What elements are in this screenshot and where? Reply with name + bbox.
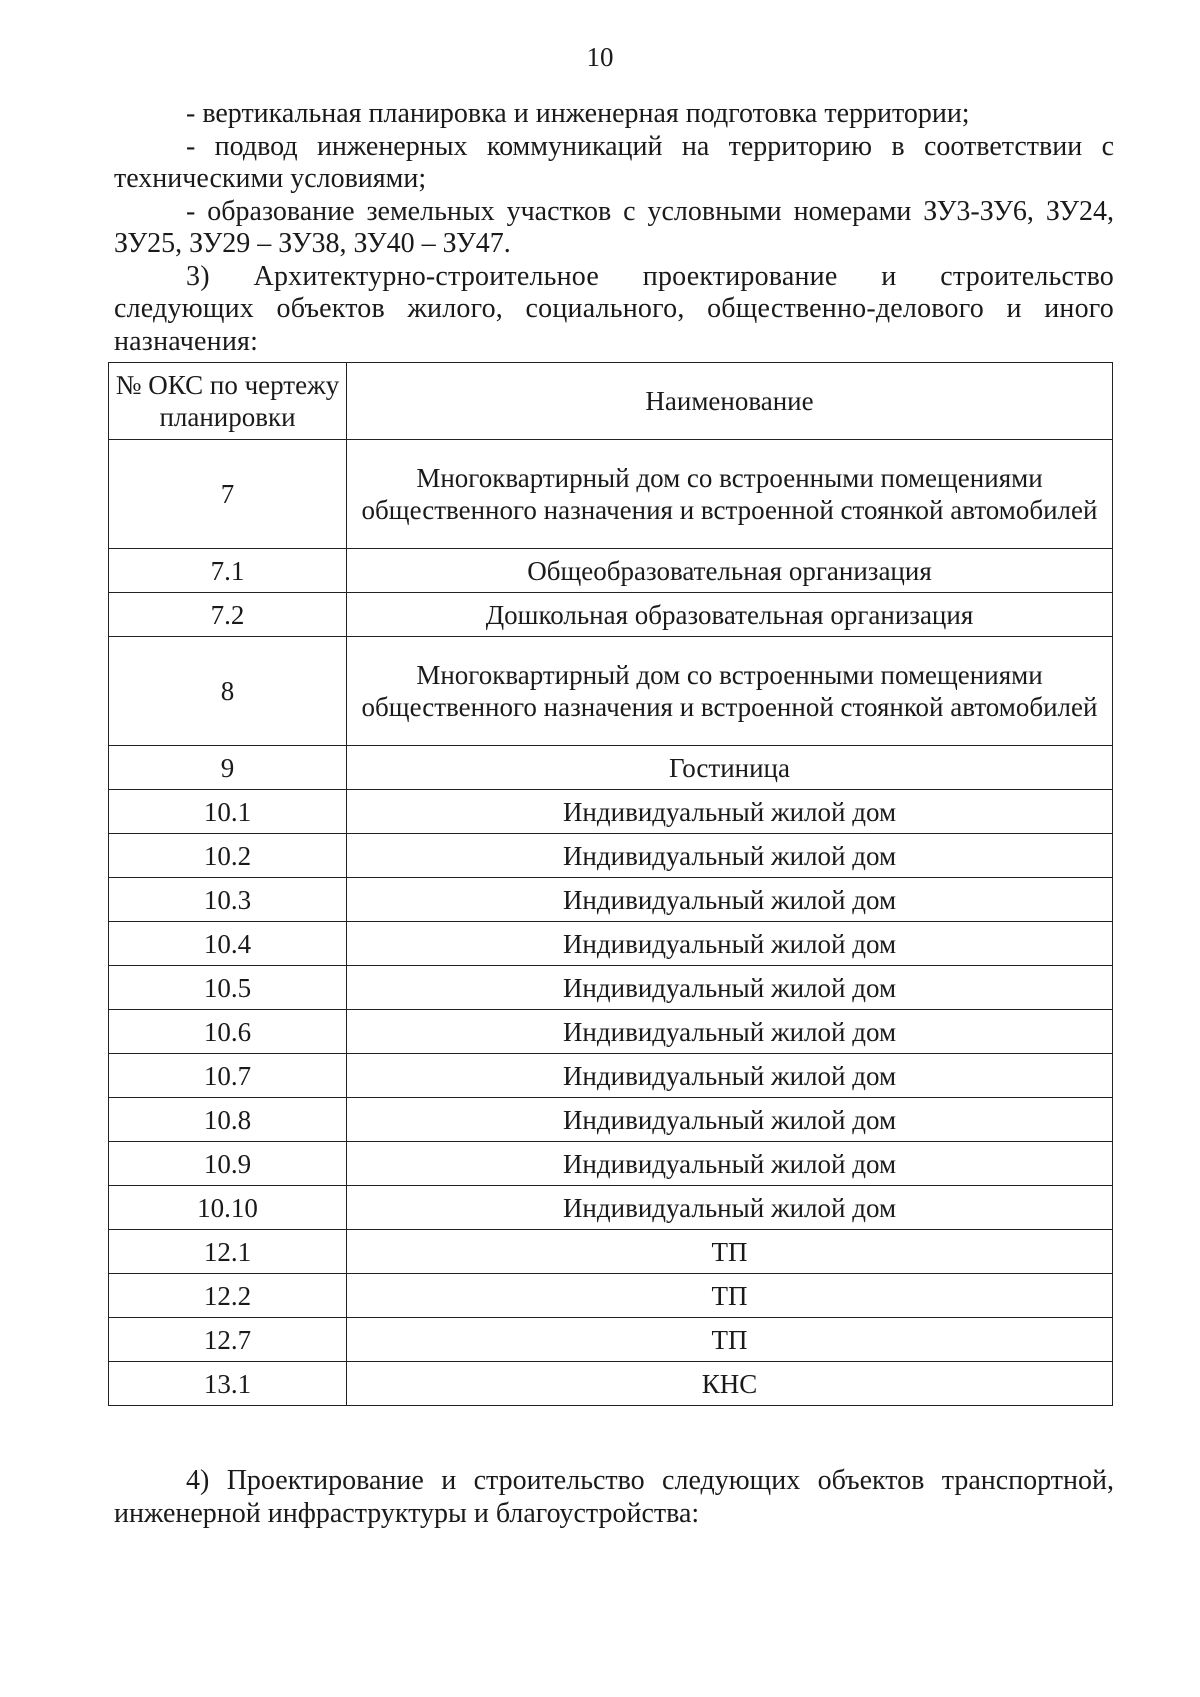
object-name-cell: КНС	[347, 1362, 1113, 1406]
object-name-cell: ТП	[347, 1318, 1113, 1362]
table-row	[109, 834, 1113, 878]
page-number: 10	[586, 42, 614, 72]
object-name-cell: Многоквартирный дом со встроенными помещениями общественного назначения и встроенной стоянкой автомобилей	[347, 440, 1113, 549]
object-name-cell: Гостиница	[347, 746, 1113, 790]
table-row	[109, 1054, 1113, 1098]
table-row	[109, 1142, 1113, 1186]
table-row	[109, 1230, 1113, 1274]
oks-number-cell: 7	[109, 440, 347, 549]
object-name-cell: Индивидуальный жилой дом	[347, 1098, 1113, 1142]
paragraph-vertical-planning: - вертикальная планировка и инженерная подготовка территории;	[186, 98, 970, 129]
oks-number-cell: 10.6	[109, 1010, 347, 1054]
header-name: Наименование	[347, 363, 1113, 440]
oks-number-cell: 12.7	[109, 1318, 347, 1362]
table-row	[109, 1186, 1113, 1230]
intro-text	[114, 98, 1114, 358]
header-oks-number: № ОКС по чертежу планировки	[109, 363, 347, 440]
paragraph-land-plots: - образование земельных участков с условными номерами ЗУ3-ЗУ6, ЗУ24, ЗУ25, ЗУ29 – ЗУ38, ЗУ40 – ЗУ47.	[114, 195, 1114, 259]
table-row	[109, 966, 1113, 1010]
oks-number-cell: 7.1	[109, 549, 347, 593]
table-row	[109, 637, 1113, 746]
object-name-cell: Индивидуальный жилой дом	[347, 922, 1113, 966]
oks-number-cell: 12.1	[109, 1230, 347, 1274]
object-name-cell: Индивидуальный жилой дом	[347, 1010, 1113, 1054]
oks-number-cell: 9	[109, 746, 347, 790]
table-row	[109, 746, 1113, 790]
oks-number-cell: 8	[109, 637, 347, 746]
table-header-row	[109, 363, 1113, 440]
paragraph-construction: 3) Архитектурно-строительное проектирование и строительство следующих объектов жилого, социального, общественно-делового и иного назначения:	[114, 260, 1114, 357]
oks-table	[108, 362, 1113, 1406]
object-name-cell: Индивидуальный жилой дом	[347, 1142, 1113, 1186]
object-name-cell: Индивидуальный жилой дом	[347, 1186, 1113, 1230]
object-name-cell: Многоквартирный дом со встроенными помещениями общественного назначения и встроенной стоянкой автомобилей	[347, 637, 1113, 746]
oks-number-cell: 10.2	[109, 834, 347, 878]
table-row	[109, 549, 1113, 593]
table-row	[109, 790, 1113, 834]
table-row	[109, 922, 1113, 966]
oks-number-cell: 10.1	[109, 790, 347, 834]
table-row	[109, 1010, 1113, 1054]
object-name-cell: Индивидуальный жилой дом	[347, 1054, 1113, 1098]
closing-text	[114, 1464, 1114, 1530]
paragraph-utilities: - подвод инженерных коммуникаций на территорию в соответствии с техническими условиями;	[114, 130, 1114, 194]
table-row	[109, 1274, 1113, 1318]
object-name-cell: Индивидуальный жилой дом	[347, 878, 1113, 922]
oks-number-cell: 10.9	[109, 1142, 347, 1186]
object-name-cell: Индивидуальный жилой дом	[347, 966, 1113, 1010]
oks-number-cell: 10.3	[109, 878, 347, 922]
oks-number-cell: 13.1	[109, 1362, 347, 1406]
object-name-cell: Индивидуальный жилой дом	[347, 790, 1113, 834]
object-name-cell: ТП	[347, 1230, 1113, 1274]
table-row	[109, 1362, 1113, 1406]
table-row	[109, 878, 1113, 922]
table-row	[109, 1318, 1113, 1362]
oks-number-cell: 10.5	[109, 966, 347, 1010]
object-name-cell: ТП	[347, 1274, 1113, 1318]
object-name-cell: Дошкольная образовательная организация	[347, 593, 1113, 637]
table-row	[109, 593, 1113, 637]
table-row	[109, 440, 1113, 549]
oks-number-cell: 10.8	[109, 1098, 347, 1142]
object-name-cell: Общеобразовательная организация	[347, 549, 1113, 593]
oks-number-cell: 12.2	[109, 1274, 347, 1318]
oks-number-cell: 7.2	[109, 593, 347, 637]
object-name-cell: Индивидуальный жилой дом	[347, 834, 1113, 878]
oks-number-cell: 10.10	[109, 1186, 347, 1230]
oks-number-cell: 10.7	[109, 1054, 347, 1098]
oks-number-cell: 10.4	[109, 922, 347, 966]
table-row	[109, 1098, 1113, 1142]
paragraph-transport-infrastructure: 4) Проектирование и строительство следующих объектов транспортной, инженерной инфраструктуры и благоустройства:	[114, 1465, 1114, 1529]
